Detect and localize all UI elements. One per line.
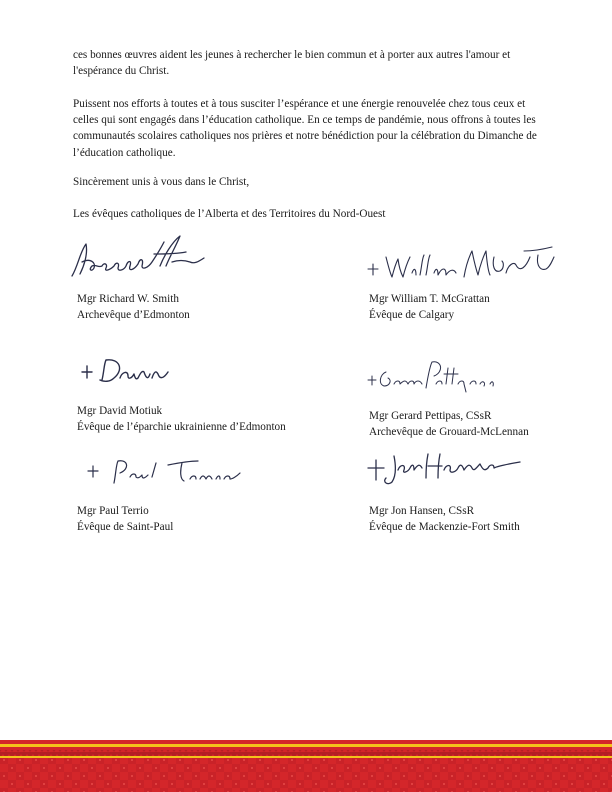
signature-paul-terrio xyxy=(86,457,242,487)
signature-richard-smith xyxy=(68,232,218,282)
salutation: Sincèrement unis à vous dans le Christ, xyxy=(73,176,250,188)
signatory-name: Mgr Gerard Pettipas, CSsR xyxy=(369,410,492,422)
signatories-heading: Les évêques catholiques de l’Alberta et des Territoires du Nord-Ouest xyxy=(73,208,386,220)
signatory-block-mcgrattan xyxy=(369,291,490,323)
signatory-title: Archevêque d’Edmonton xyxy=(77,309,190,322)
signatory-name: Mgr Jon Hansen, CSsR xyxy=(369,505,475,517)
signatory-title: Évêque de Mackenzie-Fort Smith xyxy=(369,521,520,534)
signatory-name: Mgr Paul Terrio xyxy=(77,505,149,517)
signature-david-motiuk xyxy=(80,356,170,386)
signatory-title: Évêque de l’éparchie ukrainienne d’Edmonton xyxy=(77,421,286,434)
decorative-footer-band xyxy=(0,740,612,792)
signatory-block-motiuk xyxy=(77,403,286,435)
signatory-name: Mgr William T. McGrattan xyxy=(369,293,490,305)
signatory-block-smith xyxy=(77,291,190,323)
signatory-block-hansen xyxy=(369,503,520,535)
signatory-block-pettipas xyxy=(369,408,529,440)
signatory-name: Mgr David Motiuk xyxy=(77,405,163,417)
signatory-block-terrio xyxy=(77,503,173,535)
signatory-title: Évêque de Saint-Paul xyxy=(77,521,174,534)
closing-paragraph: ces bonnes œuvres aident les jeunes à rechercher le bien commun et à porter aux autres l'amour et l'espérance du Christ. xyxy=(73,49,511,78)
signature-william-mcgrattan xyxy=(366,243,556,285)
signature-gerard-pettipas xyxy=(366,358,498,394)
signatory-title: Archevêque de Grouard-McLennan xyxy=(369,426,529,439)
signatory-title: Évêque de Calgary xyxy=(369,309,455,322)
signatory-name: Mgr Richard W. Smith xyxy=(77,293,179,305)
blessing-paragraph: Puissent nos efforts à toutes et à tous susciter l’espérance et une énergie renouvelée chez tous ceux et celles qui sont engagés dans l’éducation catholique. En ce temps de pandémie, nous offrons à toutes les communautés scolaires catholiques nos prières et notre bénédiction pour la célébration du Dimanche de l’éducation catholique. xyxy=(73,98,537,159)
signature-jon-hansen xyxy=(364,448,524,488)
